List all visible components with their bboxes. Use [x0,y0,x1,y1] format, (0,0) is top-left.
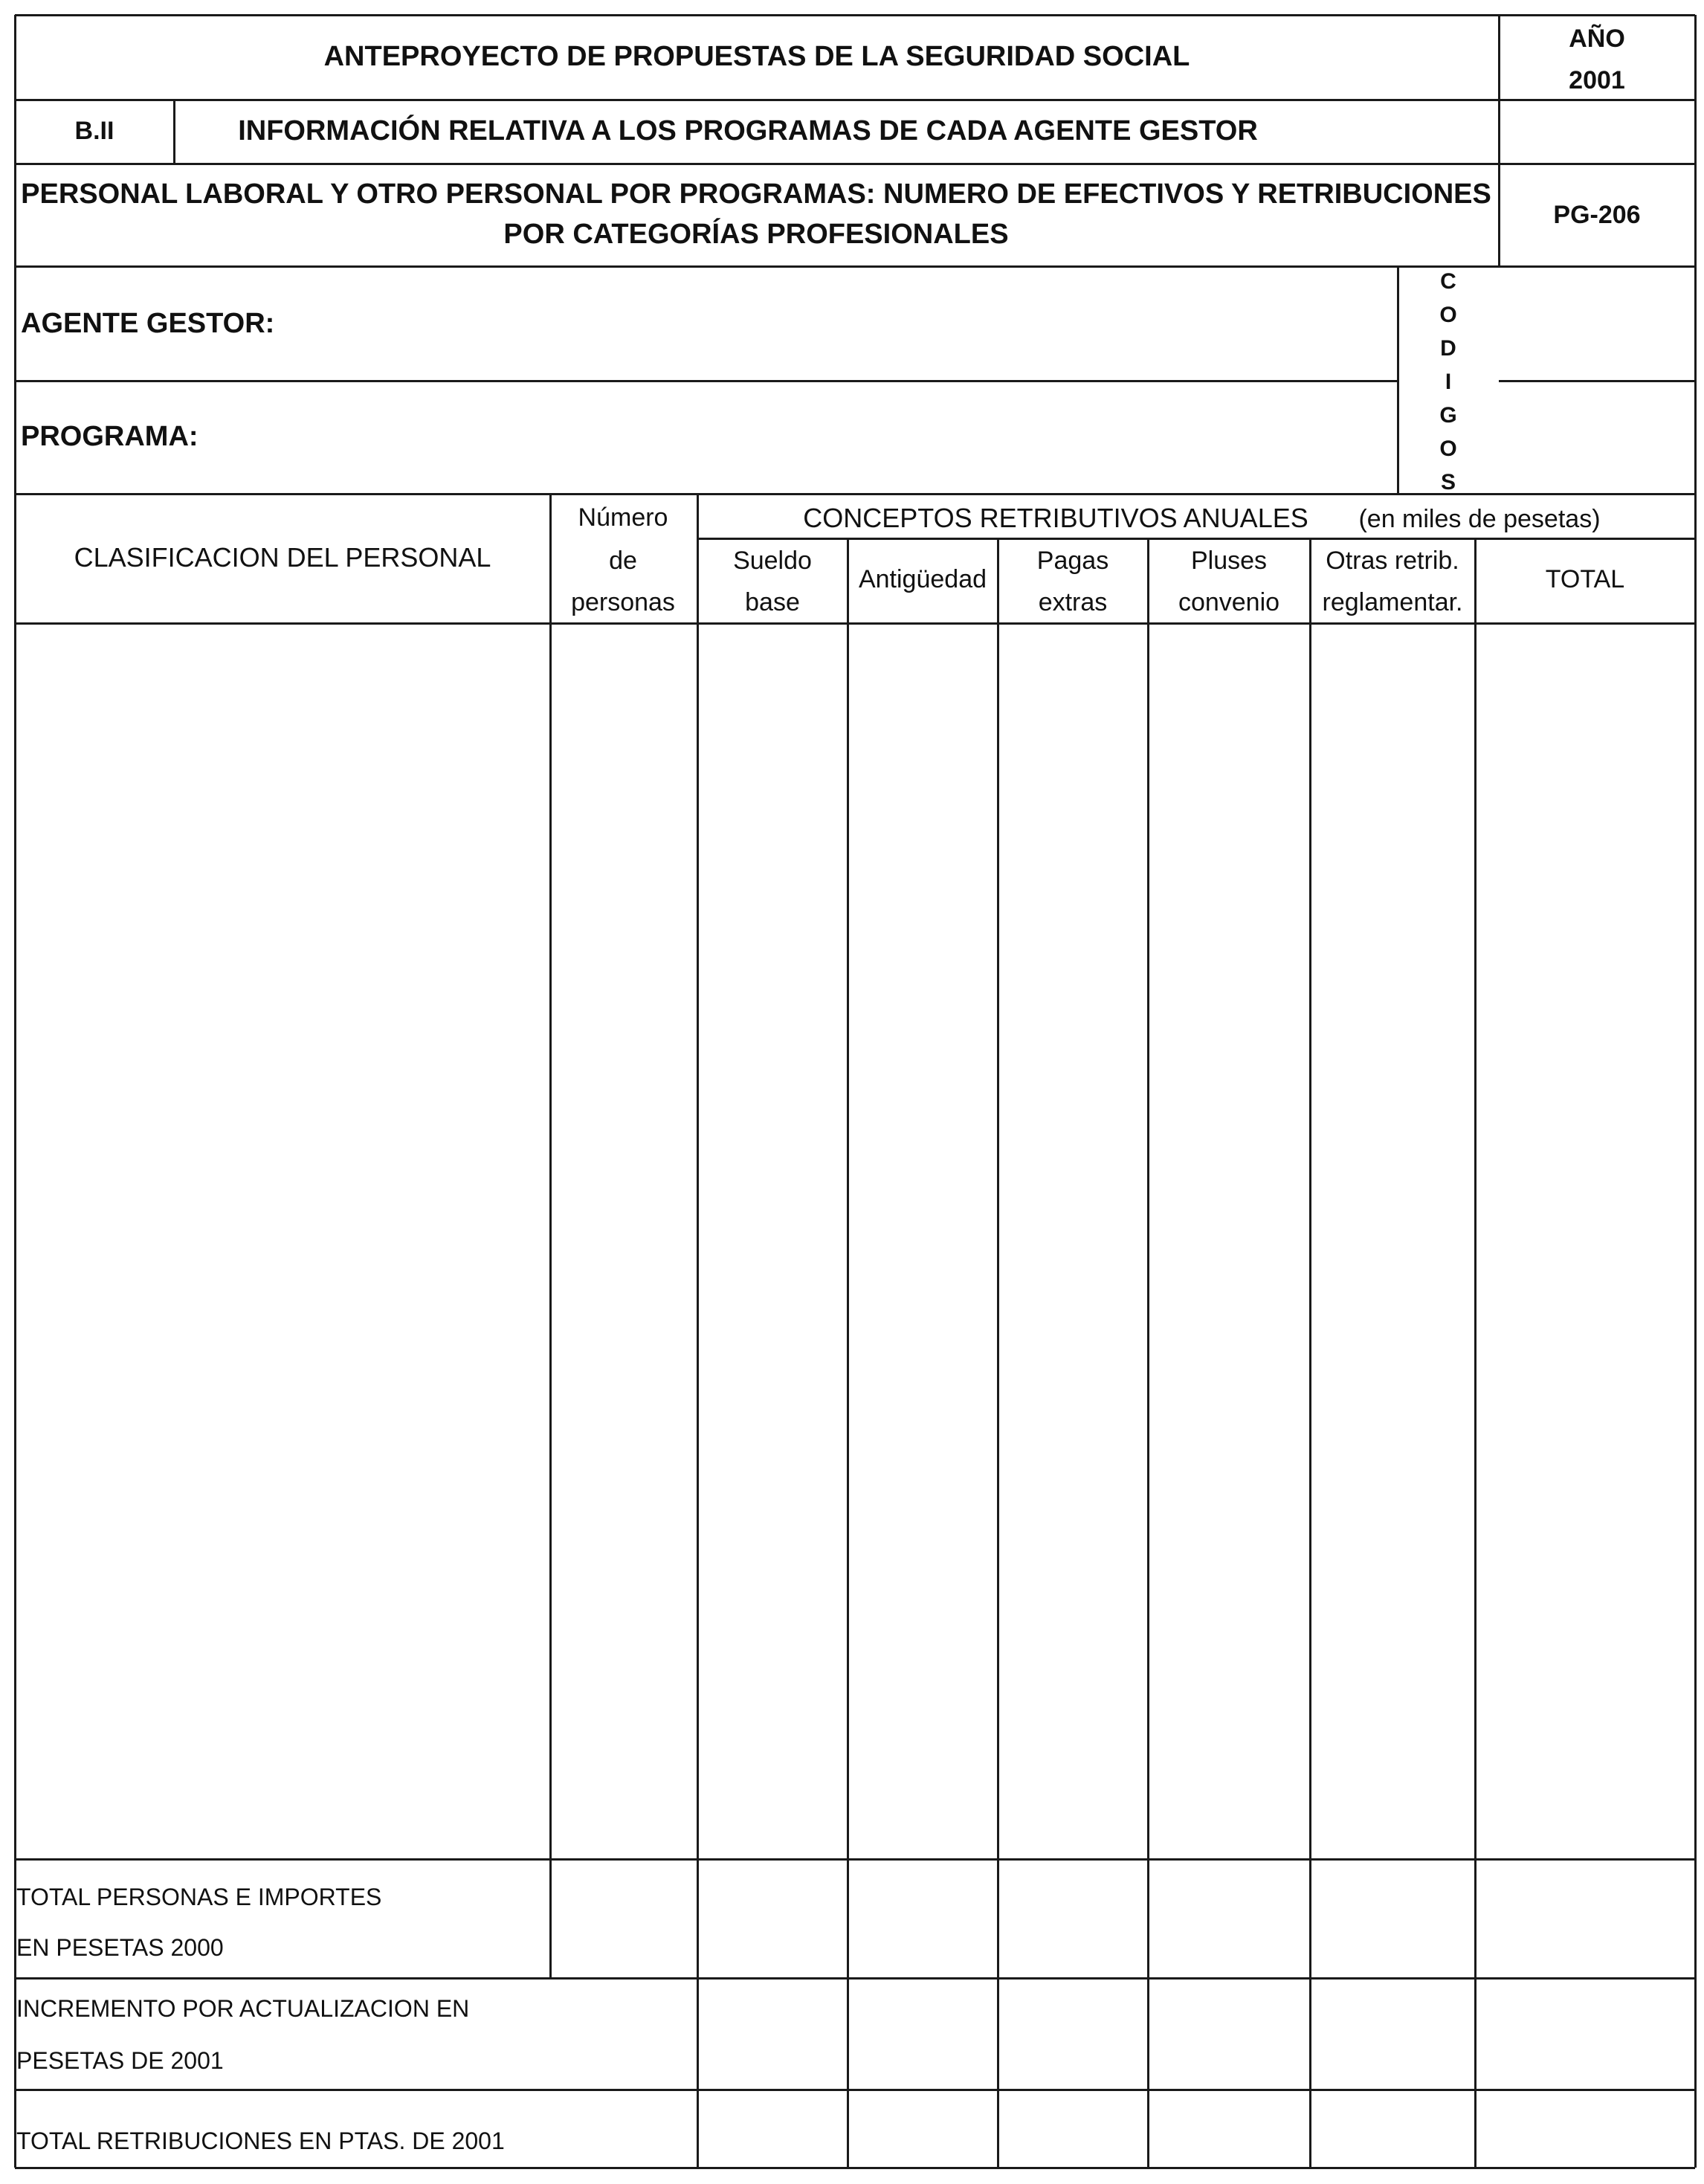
codigos-letter: C [1440,268,1456,294]
section-code: B.II [74,117,114,146]
form-header-title: ANTEPROYECTO DE PROPUESTAS DE LA SEGURIDAD SOCIAL [323,41,1190,73]
outer-border [1694,15,1697,2168]
year-value: 2001 [1569,66,1625,95]
form-title-line1: PERSONAL LABORAL Y OTRO PERSONAL POR PROGRAMAS: NUMERO DE EFECTIVOS Y RETRIBUCIONES [21,178,1491,210]
rule-line [15,2089,1695,2091]
col-header-otras-line1: Otras retrib. [1326,547,1459,576]
total-row-2-line2: PESETAS DE 2001 [16,2046,224,2074]
codigos-vertical-label [1399,269,1497,494]
col-header-numero-line3: personas [571,588,675,617]
agente-gestor-field[interactable] [283,269,1383,379]
codigos-letter: O [1439,302,1457,327]
col-header-total: TOTAL [1545,565,1625,594]
agente-gestor-label: AGENTE GESTOR: [21,308,275,340]
year-label: AÑO [1569,25,1625,54]
col-header-sueldo-line2: base [745,588,800,617]
col-header-sueldo-line1: Sueldo [733,547,812,576]
units-note: (en miles de pesetas) [1358,505,1601,534]
total-row-3: TOTAL RETRIBUCIONES EN PTAS. DE 2001 [16,2127,505,2154]
codigos-letter: O [1439,436,1457,461]
col-header-antiguedad: Antigüedad [858,565,987,594]
data-entry-area[interactable] [16,625,1694,1859]
codigos-letter: D [1440,335,1456,361]
total-row-2-line1: INCREMENTO POR ACTUALIZACION EN [16,1994,470,2022]
total-row-1-line1: TOTAL PERSONAS E IMPORTES [16,1883,382,1910]
section-title: INFORMACIÓN RELATIVA A LOS PROGRAMAS DE CADA AGENTE GESTOR [238,115,1258,147]
col-header-pagas-line1: Pagas [1036,547,1109,576]
col-header-pluses-line1: Pluses [1190,547,1268,576]
programa-label: PROGRAMA: [21,421,199,453]
codigo-programa-field[interactable] [1500,382,1694,492]
form-code: PG-206 [1553,201,1641,230]
col-header-clasificacion: CLASIFICACION DEL PERSONAL [74,542,491,573]
total-row-1-line2: EN PESETAS 2000 [16,1933,224,1961]
codigo-agente-field[interactable] [1500,269,1694,379]
concepts-header: CONCEPTOS RETRIBUTIVOS ANUALES [803,503,1308,534]
programa-field[interactable] [223,382,1383,492]
col-header-numero-line1: Número [578,503,668,532]
col-header-pluses-line2: convenio [1178,588,1280,617]
codigos-letter: G [1439,402,1457,428]
codigos-letter: I [1445,369,1452,394]
col-header-numero-line2: de [609,547,637,576]
codigos-letter: S [1440,469,1456,495]
rule-line [15,1977,1695,1980]
col-header-pagas-line2: extras [1038,588,1108,617]
col-header-otras-line2: reglamentar. [1322,588,1463,617]
form-title-line2: POR CATEGORÍAS PROFESIONALES [503,219,1009,251]
outer-border [15,2167,1695,2169]
